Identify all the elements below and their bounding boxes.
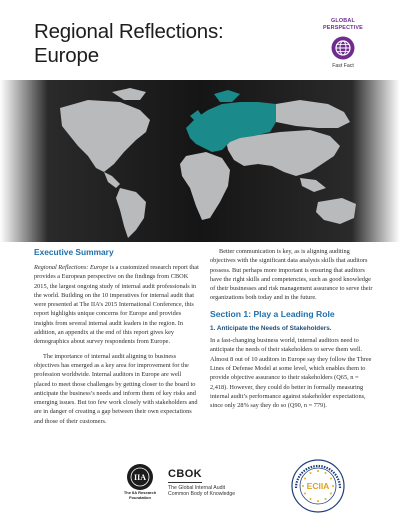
globe-icon <box>331 36 355 60</box>
cbok-line-2: Common Body of Knowledge <box>168 491 236 498</box>
section-1-heading: Section 1: Play a Leading Role <box>210 308 335 319</box>
intro-text: is a customized research report that provides a European perspective on the findings from CBOK 2015, the largest ongoing study of internal audit professionals in the world. Building on the 10 imperatives for internal audit that were presented at The IIA’s 2015 International Conference, this report highlights unique concerns for Europe and provides insights from several internal audit leaders in the region. In addition, an appendix at the end of this report gives key demographics about survey respondents from Europe. <box>34 264 199 346</box>
left-column <box>34 247 199 431</box>
communication-paragraph: Better communication is key, as is aligning auditing objectives with the significant data analysis skills that auditors possess. But perhaps more important is ensuring that auditors have the right skills and competencies, such as good knowledge of their businesses and risk management assurance to serve their organizations both today and in the future. <box>210 248 373 302</box>
alignment-paragraph: The importance of internal audit aligning to business objectives has emerged as a key area for improvement for the profession worldwide. Internal auditors in Europe are well placed to meet those challenges by getting closer to the board to anticipate the business’s needs and inform them of key risks and emerging issues. But too few work closely with stakeholders and are in danger of creating a gap between their own expectations and those of their customers. <box>34 352 198 425</box>
eciia-logo-text: ECIIA <box>306 481 330 491</box>
cbok-logo <box>168 464 278 498</box>
badge-heading-1: GLOBAL <box>331 18 355 24</box>
global-perspective-badge <box>306 18 380 70</box>
footer-logos <box>0 454 400 517</box>
cbok-title: CBOK <box>168 468 202 483</box>
badge-heading-2: PERSPECTIVE <box>323 25 363 31</box>
eciia-logo <box>290 458 346 514</box>
title-line-2: Europe <box>34 44 99 67</box>
world-map <box>0 80 400 242</box>
world-map-graphic <box>0 80 400 242</box>
iia-globe-icon <box>126 463 154 491</box>
iia-label-1: The IIA Research <box>123 490 157 495</box>
badge-caption: Fast Fact <box>332 63 354 69</box>
iia-mark-text: IIA <box>133 473 147 482</box>
title-line-1: Regional Reflections: <box>34 20 224 43</box>
iia-label-2: Foundation <box>129 494 151 500</box>
intro-title-emphasis: Regional Reflections: Europe <box>34 264 109 271</box>
stakeholders-paragraph: In a fast-changing business world, internal auditors need to anticipate the needs of their stakeholders to serve them well. Almost 8 out of 10 auditors in Europe say they follow the Three Lines of Defense Model at some level, which enables them to provide objective assurance to their stakeholders (Q65, n = 2,418). However, they could do better in formally measuring internal audit’s performance against stakeholder expectations, since only 28% say they do so (Q90, n = 779). <box>210 337 372 410</box>
right-column <box>210 247 375 415</box>
iia-research-foundation-logo <box>118 463 162 500</box>
cbok-line-1: The Global Internal Audit <box>168 485 226 491</box>
intro-paragraph <box>34 263 199 347</box>
page-title <box>34 20 294 68</box>
executive-summary-heading: Executive Summary <box>34 247 114 257</box>
stakeholders-subheading: 1. Anticipate the Needs of Stakeholders. <box>210 324 332 332</box>
